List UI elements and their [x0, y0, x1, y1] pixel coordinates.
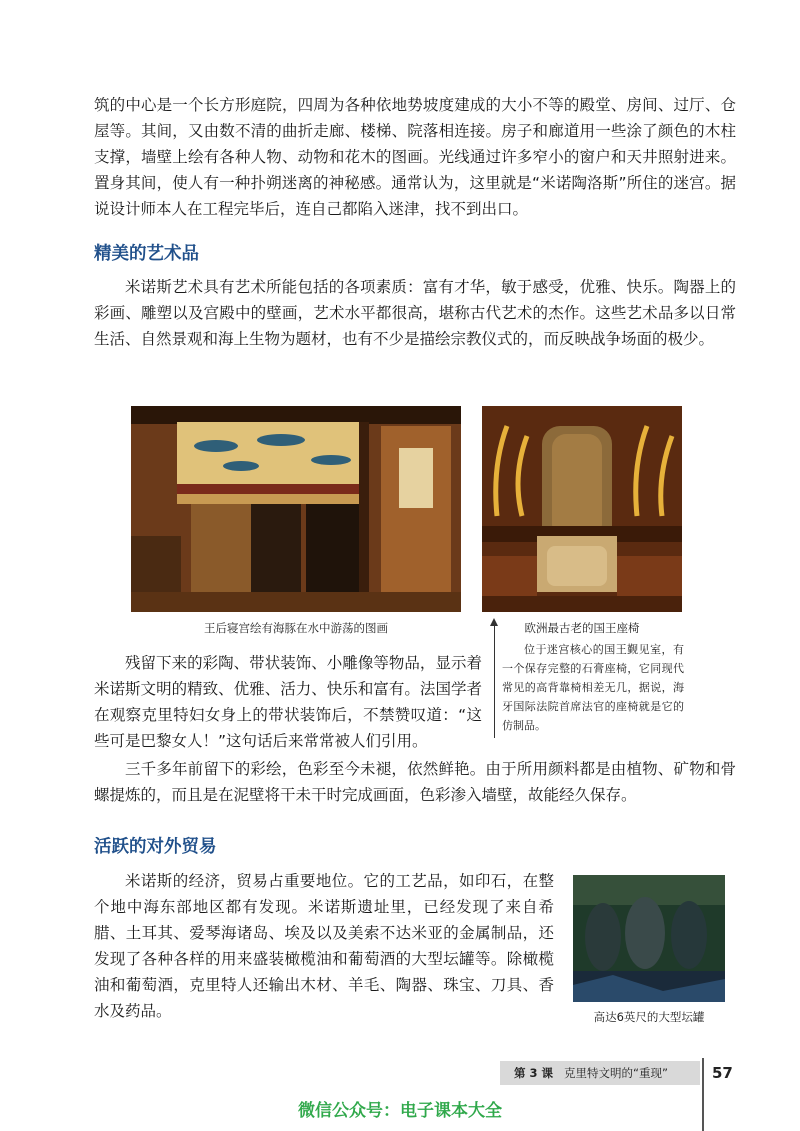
watermark: 微信公众号：电子课本大全	[298, 1101, 502, 1121]
section-heading-art: 精美的艺术品	[94, 244, 199, 264]
page-number: 57	[712, 1064, 733, 1082]
throne-image	[482, 406, 682, 612]
intro-paragraph: 筑的中心是一个长方形庭院，四周为各种依地势坡度建成的大小不等的殿堂、房间、过厅、仓屋等。其间，又由数不清的曲折走廊、楼梯、院落相连接。房子和廊道用一些涂了颜色的木柱支撑，墙壁上绘有各种人物、动物和花木的图画。光线通过许多窄小的窗户和天井照射进来。置身其间，使人有一种扑朔迷离的神秘感。通常认为，这里就是“米诺陶洛斯”所住的迷宫。据说设计师本人在工程完毕后，连自己都陷入迷津，找不到出口。	[94, 96, 736, 218]
throne-caption: 欧洲最古老的国王座椅	[524, 621, 640, 635]
artifacts-paragraph: 残留下来的彩陶、带状装饰、小雕像等物品，显示着米诺斯文明的精致、优雅、活力、快乐和富有。法国学者在观察克里特妇女身上的带状装饰后，不禁赞叹道：“这些可是巴黎女人！”这句话后来常常被人们引用。	[94, 654, 482, 750]
footer-lesson-title: 克里特文明的“重现”	[563, 1066, 668, 1080]
queen-chamber-image	[131, 406, 461, 612]
callout-line	[494, 626, 495, 738]
callout-arrow	[490, 618, 498, 626]
section-heading-trade: 活跃的对外贸易	[94, 837, 217, 857]
trade-paragraph: 米诺斯的经济，贸易占重要地位。它的工艺品，如印石，在整个地中海东部地区都有发现。米诺斯遗址里，已经发现了来自希腊、土耳其、爱琴海诸岛、埃及以及美索不达米亚的金属制品，还发现了各种各样的用来盛装橄榄油和葡萄酒的大型坛罐等。除橄榄油和葡萄酒，克里特人还输出木材、羊毛、陶器、珠宝、刀具、香水及药品。	[94, 872, 554, 1020]
footer-lesson	[514, 1065, 668, 1081]
jars-caption: 高达6英尺的大型坛罐	[593, 1010, 705, 1024]
art-paragraph: 米诺斯艺术具有艺术所能包括的各项素质：富有才华，敏于感受，优雅、快乐。陶器上的彩画、雕塑以及宫殿中的壁画，艺术水平都很高，堪称古代艺术的杰作。这些艺术品多以日常生活、自然景观和海上生物为题材，也有不少是描绘宗教仪式的，而反映战争场面的极少。	[94, 278, 736, 348]
queen-chamber-caption: 王后寝宫绘有海豚在水中游荡的图画	[204, 621, 388, 635]
throne-note: 位于迷宫核心的国王觐见室，有一个保存完整的石膏座椅，它同现代常见的高背靠椅相差无几，据说，海牙国际法院首席法官的座椅就是它的仿制品。	[502, 643, 684, 732]
frescoes-paragraph: 三千多年前留下的彩绘，色彩至今未褪，依然鲜艳。由于所用颜料都是由植物、矿物和骨螺提炼的，而且是在泥壁将干未干时完成画面，色彩渗入墙壁，故能经久保存。	[94, 760, 736, 804]
footer-lesson-number: 第 3 课	[514, 1066, 554, 1080]
jars-image	[573, 875, 725, 1002]
